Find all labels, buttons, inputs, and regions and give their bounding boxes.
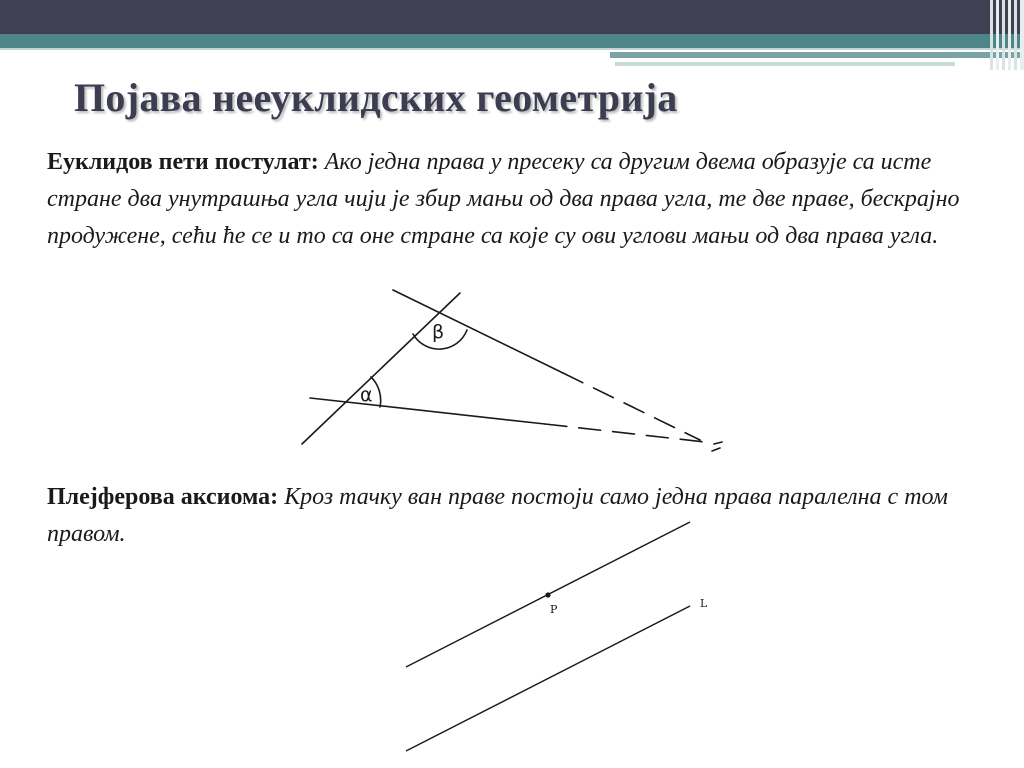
point-p <box>545 592 550 597</box>
euclid-postulate-paragraph <box>47 144 967 255</box>
transversal-line <box>302 293 460 444</box>
angle-label-beta: β <box>432 321 445 343</box>
lower-line-dashed <box>545 424 705 442</box>
playfair-axiom-statement: Кроз тачку ван праве постоји само једна права паралелна с том правом. <box>47 484 948 547</box>
lower-line-solid <box>310 398 545 424</box>
playfair-figure <box>395 515 725 760</box>
angle-label-alpha: α <box>360 384 373 406</box>
upper-line-solid <box>393 290 563 373</box>
euclid-postulate-term: Еуклидов пети постулат: <box>47 149 319 175</box>
point-p-label: P <box>550 603 558 616</box>
slide-title: Појава нееуклидских геометрија <box>74 75 678 120</box>
line-l-label: L <box>700 597 708 610</box>
header-band <box>0 0 1024 70</box>
euclid-figure <box>290 285 740 465</box>
upper-line-dashed <box>563 373 700 440</box>
playfair-axiom-term: Плејферова аксиома: <box>47 484 279 510</box>
dash-tail-2 <box>714 442 722 444</box>
dash-tail-1 <box>712 448 720 451</box>
line-l <box>406 606 690 751</box>
euclid-postulate-statement: Ако једна права у пресеку са другим двема образује са исте стране два унутрашња угла чији је збир мањи од два права угла, те две праве, бескрајно продужене, сећи ће се и то са оне стране са које су ови углови мањи од два права угла. <box>47 149 960 249</box>
